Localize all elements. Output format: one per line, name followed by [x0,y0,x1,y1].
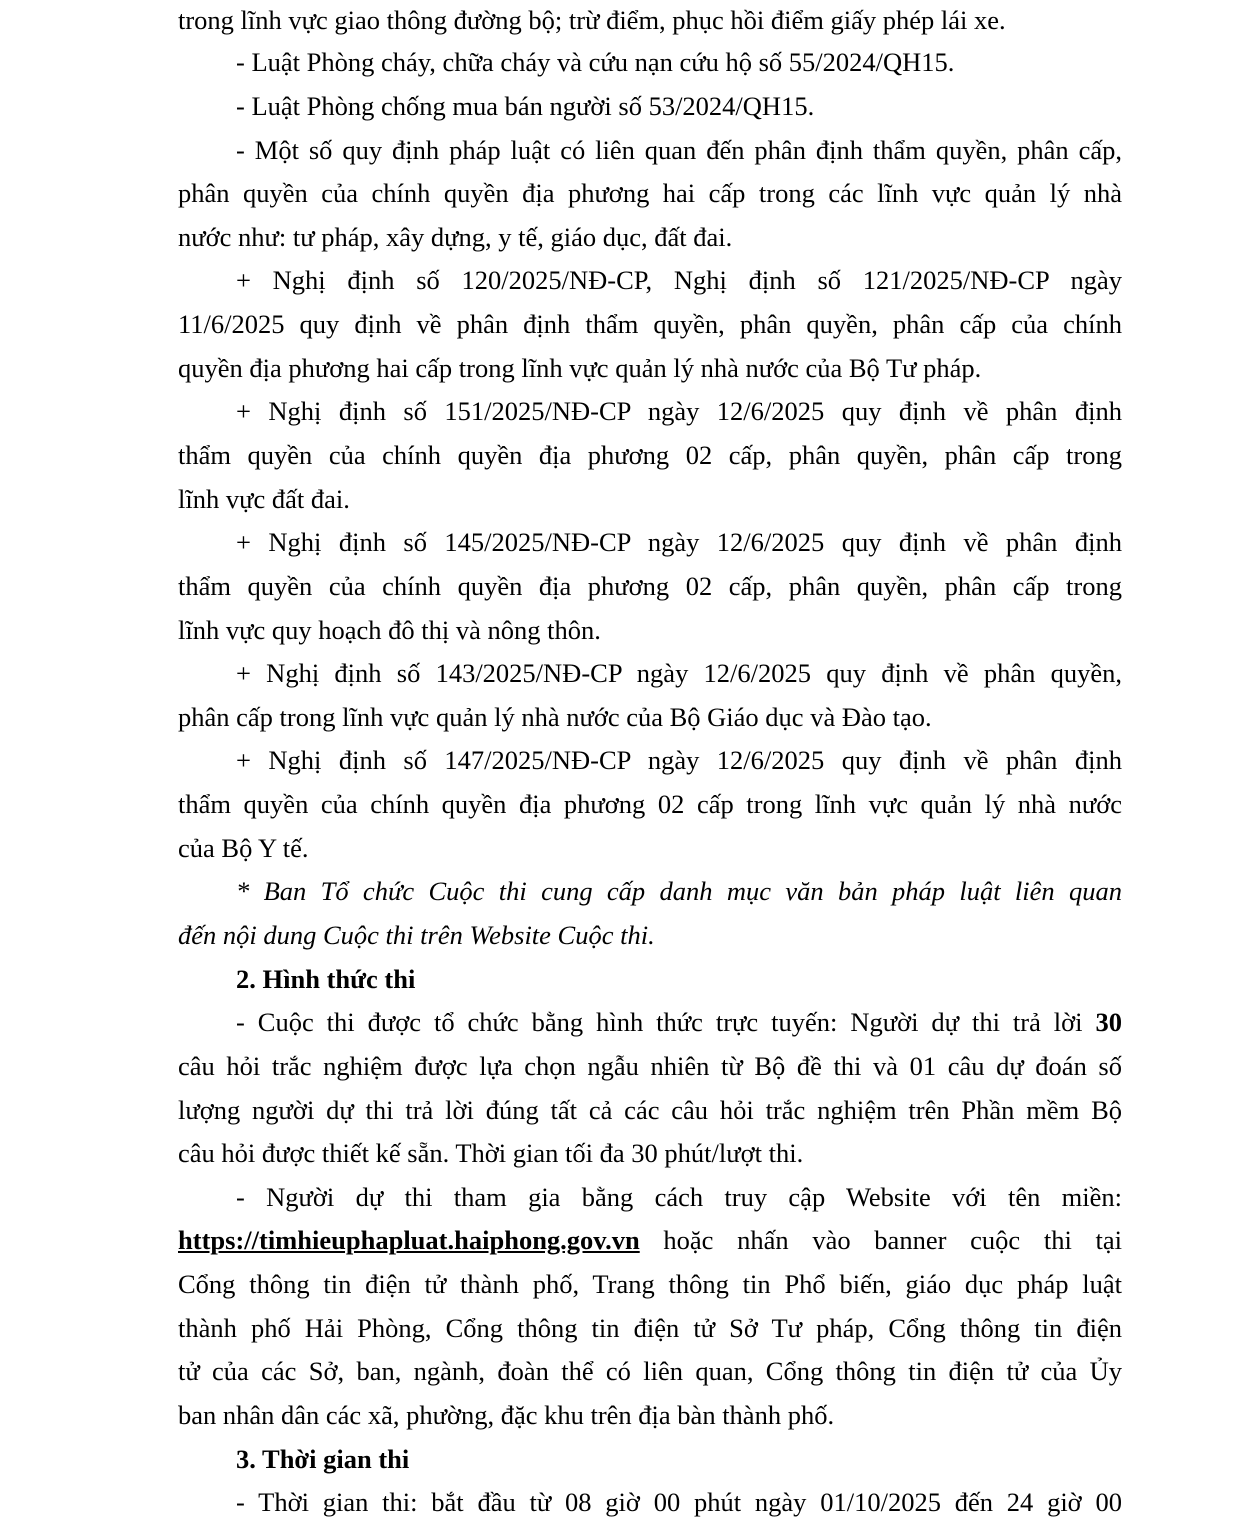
text-line: - Người dự thi tham gia bằng cách truy cập Website với tên miền: [236,1182,1122,1212]
text-line: lĩnh vực quy hoạch đô thị và nông thôn. [178,615,601,645]
text-line: nước như: tư pháp, xây dựng, y tế, giáo dục, đất đai. [178,222,733,252]
section-heading-2: 2. Hình thức thi [236,964,416,994]
text-line: 11/6/2025 quy định về phân định thẩm quyền, phân quyền, phân cấp của chính [178,309,1122,339]
decree-item: + Nghị định số 145/2025/NĐ-CP ngày 12/6/2025 quy định về phân định [236,527,1122,557]
text-line [178,1002,1122,1042]
text-span: - Cuộc thi được tổ chức bằng hình thức trực tuyến: Người dự thi trả lời [236,1007,1096,1037]
decree-item: + Nghị định số 151/2025/NĐ-CP ngày 12/6/2025 quy định về phân định [236,396,1122,426]
law-item: - Luật Phòng cháy, chữa cháy và cứu nạn cứu hộ số 55/2024/QH15. [236,47,955,77]
law-item: - Luật Phòng chống mua bán người số 53/2024/QH15. [236,91,815,121]
decree-item: + Nghị định số 143/2025/NĐ-CP ngày 12/6/2025 quy định về phân quyền, [236,658,1122,688]
text-line [178,1220,1122,1260]
text-line: phân quyền của chính quyền địa phương hai cấp trong các lĩnh vực quản lý nhà [178,178,1122,208]
section-heading-3: 3. Thời gian thi [236,1444,410,1474]
text-line: Cổng thông tin điện tử thành phố, Trang thông tin Phổ biến, giáo dục pháp luật [178,1269,1122,1299]
note-line: đến nội dung Cuộc thi trên Website Cuộc thi. [178,920,655,950]
website-link[interactable]: https://timhieuphapluat.haiphong.gov.vn [178,1225,640,1255]
text-span: hoặc nhấn vào banner cuộc thi tại [639,1225,1122,1255]
text-line: - Một số quy định pháp luật có liên quan đến phân định thẩm quyền, phân cấp, [236,135,1122,165]
text-line: lượng người dự thi trả lời đúng tất cả các câu hỏi trắc nghiệm trên Phần mềm Bộ [178,1095,1122,1125]
question-count: 30 [1095,1007,1122,1037]
text-line: tử của các Sở, ban, ngành, đoàn thể có liên quan, Cổng thông tin điện tử của Ủy [178,1356,1122,1386]
text-line: - Thời gian thi: bắt đầu từ 08 giờ 00 phút ngày 01/10/2025 đến 24 giờ 00 [236,1487,1122,1517]
decree-item: + Nghị định số 120/2025/NĐ-CP, Nghị định số 121/2025/NĐ-CP ngày [236,265,1122,295]
note-line: * Ban Tổ chức Cuộc thi cung cấp danh mục văn bản pháp luật liên quan [236,876,1122,906]
text-line: quyền địa phương hai cấp trong lĩnh vực quản lý nhà nước của Bộ Tư pháp. [178,353,982,383]
text-line: thành phố Hải Phòng, Cổng thông tin điện tử Sở Tư pháp, Cổng thông tin điện [178,1313,1122,1343]
text-line: trong lĩnh vực giao thông đường bộ; trừ điểm, phục hồi điểm giấy phép lái xe. [178,5,1006,35]
text-line: ban nhân dân các xã, phường, đặc khu trên địa bàn thành phố. [178,1400,835,1430]
text-line: của Bộ Y tế. [178,833,309,863]
text-line: câu hỏi trắc nghiệm được lựa chọn ngẫu nhiên từ Bộ đề thi và 01 câu dự đoán số [178,1051,1122,1081]
text-line: câu hỏi được thiết kế sẵn. Thời gian tối đa 30 phút/lượt thi. [178,1138,804,1168]
text-line: thẩm quyền của chính quyền địa phương 02 cấp trong lĩnh vực quản lý nhà nước [178,789,1122,819]
decree-item: + Nghị định số 147/2025/NĐ-CP ngày 12/6/2025 quy định về phân định [236,745,1122,775]
text-line: thẩm quyền của chính quyền địa phương 02 cấp, phân quyền, phân cấp trong [178,571,1122,601]
text-line: phân cấp trong lĩnh vực quản lý nhà nước của Bộ Giáo dục và Đào tạo. [178,702,932,732]
text-line: lĩnh vực đất đai. [178,484,350,514]
text-line: thẩm quyền của chính quyền địa phương 02 cấp, phân quyền, phân cấp trong [178,440,1122,470]
